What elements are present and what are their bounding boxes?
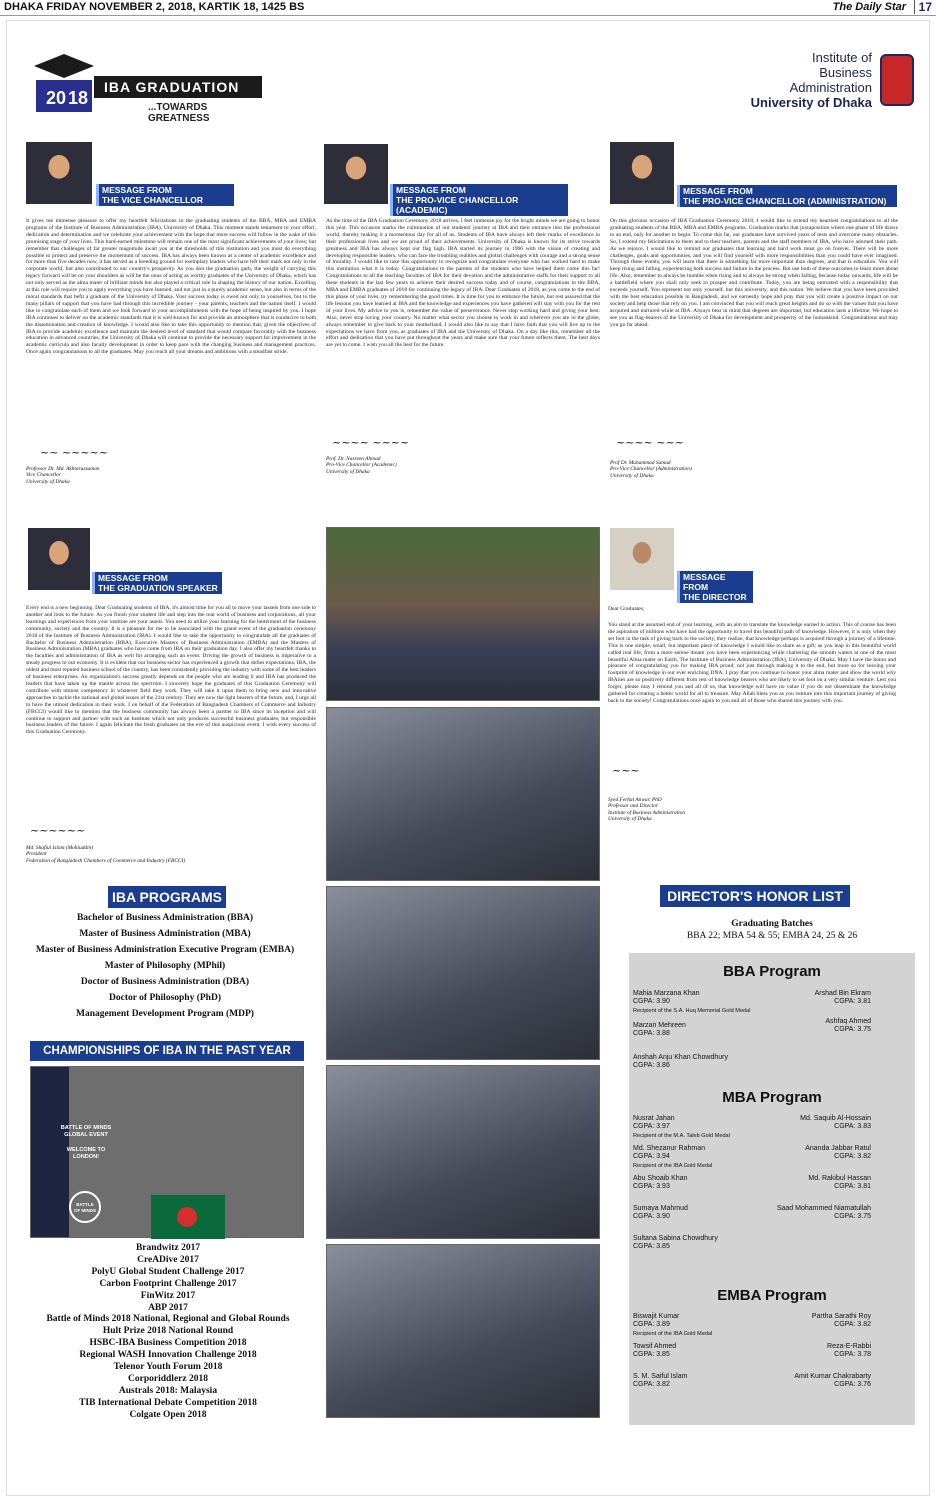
director-heading-line1: MESSAGE FROM <box>683 572 726 592</box>
masthead <box>0 0 936 16</box>
mba-honoree: Abu Shoaib Khan CGPA: 3.93 <box>633 1175 688 1191</box>
pvca-signature: ~~~~ ~~~~ <box>332 436 410 449</box>
pvcd-name: Prof Dr. Muhammad Samad <box>610 460 671 466</box>
university-seal-icon <box>880 54 914 106</box>
director-greeting: Dear Graduates, <box>608 606 645 612</box>
graduates-group-photo-3 <box>326 1065 600 1239</box>
pvca-heading-line2: THE PRO-VICE CHANCELLOR (ACADEMIC) <box>396 195 519 215</box>
vc-org: University of Dhaka <box>26 478 70 485</box>
vc-heading-line1: MESSAGE FROM <box>102 185 172 195</box>
mba-honoree: Md. Shezanur Rahman CGPA: 3.94 Recipient of the IBA Gold Medal <box>633 1145 713 1169</box>
director-heading-line2: THE DIRECTOR <box>683 592 747 602</box>
pvca-message: As the time of the IBA Graduation Ceremony 2018 arrives, I feel immense joy for the bright minds we are going to honor this year. This occasion marks the culmination of our students' journey at IBA and their entrance into the professional world, thereby making it a momentous day for all of us. Students of IBA have always left their marks of excellence in their professional lives and we are proud of their achievements. University of Dhaka is known for its strive towards greatness and IBA has always kept our flag high. IBA started its journey in 1966 with the vision of creating and developing responsible leaders, who can face the troubling realities and global challenges with courage and a strong sense of morality. I would like to take this opportunity to recognize and congratulate everyone who has worked hard to make this institution what it is today. Congratulations to the parents of the students who have helped them come this far! Congratulations to all the teaching faculties of IBA for their devotion and the administrative staffs for their support to all these students in the last few years to achieve their desired success today and of course, congratulations to the BBA, MBA and EMBA graduates of 2018 for continuing the legacy of IBA. Dear Graduates of 2018, as you come to the end of this phase of your lives, try remembering the good times. It is time for you to embrace the future, but rest assured that the life lessons you have learned at IBA and the knowledge and experiences you have gathered will stay with you for the rest of your lives. My advice to you is, remember the value of perseverance. Never stop working hard and giving your best. Also, never stop loving your country. No matter what sector you choose to work in and wherever you are in the globe, always remember to give back to your motherland. I would also like to say that I have faith that you will live up to the expectations we have from you, as graduates of IBA and the University of Dhaka. On a day like this, remember all the effort and dedication that you have put throughout the years and make sure that your future reflects them. The best days are yet to come. I wish you all the best for the future. <box>326 218 600 349</box>
vc-portrait <box>26 142 92 204</box>
championship-item: Australs 2018: Malaysia <box>118 1385 218 1396</box>
director-signoff <box>608 797 808 823</box>
emba-heading: EMBA Program <box>717 1287 827 1304</box>
pvcd-message: On this glorious occasion of IBA Graduation Ceremony 2018, I would like to extend my heartiest congratulations to all the graduating students of the BBA, MBA and EMBA programs. Graduation marks that juxtaposition where one phase of life draws to an end, only for another to begin. To come this far, our graduates have survived years of tests and overcome many obstacles. So, I extend my felicitations to them and to their teachers, parents and the staff members of IBA, who have adorned their path. As we rejoice, I would like to remind our graduates that learning and hard work must go on forever. There will be more challenges, goals and opportunities, and you will find yourself with more responsibilities than you could have ever imagined. Through these events, you will learn that there is something far more important than degrees, and that is education. You will keep rising and falling, experiencing both success and failure in the process. But use both of these outcomes to learn more about life. Also, remember to always be humble when rising and to always be strong when falling, because today onwards, life will be a battlefield where you shall only seek to prosper and contribute. Today, you are being entrusted with a responsibility that exceeds yourself. You represent not only yourself, but this university, and this nation. We believe that you have been provided with the best education possible in Bangladesh, and we earnestly hope and pray that you will create a positive impact on our society and help those that rely on you. I am convinced that you will reach great heights and do so with the values that you have acquired and nurtured while at IBA. Always bear in mind that degrees are important, but education lasts a lifetime. We hope to see you as flag-bearers of the University of Dhaka for development and prosperity of the humankind. Congratulations and may you go far ahead. <box>610 218 898 328</box>
director-university: University of Dhaka <box>608 816 652 823</box>
director-signature: ~~~ <box>612 764 640 777</box>
bba-honoree: Ashfaq Ahmed CGPA: 3.75 <box>825 1018 871 1034</box>
pvcd-title: Pro-Vice Chancellor (Administration) <box>610 466 692 473</box>
banner-line-1: BATTLE OF MINDS <box>60 1125 112 1131</box>
program-item: Doctor of Business Administration (DBA) <box>80 977 250 987</box>
program-item: Master of Philosophy (MPhil) <box>104 961 226 971</box>
program-item: Management Development Program (MDP) <box>76 1009 254 1019</box>
championship-item: Hult Prize 2018 National Round <box>102 1326 234 1337</box>
championship-item: Battle of Minds 2018 National, Regional and Global Rounds <box>46 1314 290 1325</box>
honor-list-panel <box>629 953 915 1425</box>
graduation-tagline: ...TOWARDS GREATNESS <box>148 102 210 124</box>
mba-heading: MBA Program <box>722 1089 822 1106</box>
institute-line-1: Institute of <box>812 50 872 65</box>
speaker-heading <box>92 572 222 594</box>
speaker-heading-line2: THE GRADUATION SPEAKER <box>98 583 218 593</box>
championship-item: Colgate Open 2018 <box>129 1409 207 1420</box>
championships-list <box>20 1243 316 1422</box>
pvca-org: University of Dhaka <box>326 468 370 475</box>
emba-honoree: Towsif Ahmed CGPA: 3.85 <box>633 1343 677 1359</box>
speaker-message: Every end is a new beginning. Dear Graduating students of IBA, it's almost time for you all to move your tassels from one side to another and look to the future. As you finish your student life and step into the real world of business and corporations, all your learnings and experiences from your institute are your assets. You need to utilize your learning for the betterment of the business community, society and the country. It is a pleasure for me to be associated with the grand event of the graduation ceremony 2018 of the Institute of Business Administration (IBA). I would like to take the opportunity to congratulate all the graduates of Bachelor of Business Administration (BBA), Executive Masters of Business Administration (EMBA) and the Masters of Business Administration (MBA) graduates who have come from IBA on their graduation day. I also offer my heartfelt thanks to the faculties and administration of IBA as well for arranging such an event. Driving the growth of business is imperative to a steady progress to our economy. It is evident that our business sector has experienced a growth that defies expectations. IBA, the oldest and most reputed business school of the country, has been consistently providing the industry with some of the best leaders of business enterprises. An organization's success greatly depends on the people who are leading it and IBA has produced the leaders that have taken up the mantle across the spectrum. I sincerely hope the graduates of this Graduation Ceremony will contribute with utmost competency in whatever field they work. They will take it upon them to bring new and innovative approaches to tackle the national and global issues of the 21st century. They are now the light bearers of the future, and, I urge all to have the utmost dedication in their work. I on behalf of the Federation of Bangladesh Chambers of Commerce and Industry (FBCCI) would like to mention that the business community has always been a partner to IBA since its inception and will continue to support and partner with such an Institute which not only produces successful business graduates, but responsible business leaders of the future. I again felicitate the fresh graduates on the eve of this auspicious event. I wish every success of this Graduation Ceremony. <box>26 605 316 736</box>
pvca-portrait <box>324 144 388 204</box>
championship-item: Brandwitz 2017 <box>135 1243 201 1253</box>
university-name: University of Dhaka <box>750 95 872 110</box>
emba-honoree: Amit Kumar Chakrabarty CGPA: 3.76 <box>794 1373 871 1389</box>
banner-line-3: WELCOME TO <box>66 1147 106 1153</box>
banner-line-4: LONDON! <box>72 1154 100 1160</box>
logo-year-left: 20 <box>46 88 67 108</box>
newspaper-name: The Daily Star <box>832 1 906 13</box>
badge-line-1: BATTLE <box>76 1202 94 1207</box>
program-item: Master of Business Administration (MBA) <box>79 929 251 939</box>
emba-honoree: Partha Sarathi Roy CGPA: 3.82 <box>811 1313 871 1329</box>
mba-honoree: Saad Mohammed Niamatullah CGPA: 3.75 <box>776 1205 871 1221</box>
pvcd-heading <box>677 185 897 207</box>
speaker-heading-line1: MESSAGE FROM <box>98 573 168 583</box>
speaker-signoff <box>26 845 286 864</box>
graduates-group-photo-1 <box>326 707 600 881</box>
batches-label: Graduating Batches <box>731 919 813 929</box>
vc-heading-line2: THE VICE CHANCELLOR <box>102 195 204 205</box>
masthead-date: DHAKA FRIDAY NOVEMBER 2, 2018, KARTIK 18, 1425 BS <box>4 1 305 13</box>
director-heading <box>677 571 753 603</box>
institute-line-3: Administration <box>789 80 872 95</box>
vc-title: Vice Chancellor <box>26 472 61 479</box>
director-portrait <box>610 528 674 590</box>
speaker-title: President <box>26 851 47 858</box>
page-number: 17 <box>914 0 932 14</box>
battle-of-minds-badge-icon <box>69 1191 101 1223</box>
batches-list: BBA 22; MBA 54 & 55; EMBA 24, 25 & 26 <box>686 931 858 941</box>
graduation-cap-icon <box>32 50 96 114</box>
pvca-heading-line1: MESSAGE FROM <box>396 185 466 195</box>
mba-honoree: Md. Saquib Al-Hossain CGPA: 3.83 <box>800 1115 871 1131</box>
pvcd-signature: ~~~~ ~~~ <box>616 436 685 449</box>
bba-heading: BBA Program <box>723 963 821 980</box>
speaker-org: Federation of Bangladesh Chambers of Commerce and Industry (FBCCI) <box>26 857 186 864</box>
championship-item: Telenor Youth Forum 2018 <box>113 1362 223 1373</box>
honor-list-title: DIRECTOR'S HONOR LIST <box>660 885 850 907</box>
graduates-group-photo-4 <box>326 1244 600 1418</box>
championship-item: PolyU Global Student Challenge 2017 <box>91 1266 245 1277</box>
program-item: Doctor of Philosophy (PhD) <box>109 993 221 1003</box>
program-item: Master of Business Administration Executive Program (EMBA) <box>35 945 295 955</box>
graduation-title: IBA GRADUATION <box>94 76 262 98</box>
mba-honoree: Ananda Jabbar Ratul CGPA: 3.82 <box>805 1145 871 1161</box>
bba-honoree: Arshad Bin Ekram CGPA: 3.81 <box>814 990 871 1006</box>
vc-message: It gives me immense pleasure to offer my heartfelt felicitations to the graduating students of the BBA, MBA and EMBA programs of the Institute of Business Administration (IBA), University of Dhaka. This moment stands testament to your effort, dedication and determination and we celebrate your achievement with the hope that more success will follow in the wake of this promising stage of your lives. This hard-earned milestone will remain one of the most significant achievements of your lives; but remember that challenges of far greater magnitude await you at the thresholds of this institution and you must do everything possible to protect and preserve the momentum of success. IBA has always been known as a center of academic excellence and for more than five decades now, it has served as a breeding ground for exemplary leaders who have left their mark not only in the corporate world, but also contributed to our country's prosperity. As you don the graduation garb, the weight of carrying this legacy forward will be on your shoulders as will be the onus of acting as worthy graduates of the University of Dhaka, which has not only served as the alma mater of brilliant minds but also played a critical role in shaping the history of our nation. Excelling at this role will require you to apply everything you have learned, and not just in a purely academic sense, but also in terms of the moral standards that befit a graduate of the University of Dhaka. Your success today is owed not only to yourselves, but to the many pillars of support that you have had through this incredible journey - your parents, teachers and the nation itself. I would like to congratulate each of them and we look forward to your accomplishments with the hope of being inspired by you. I hope IBA continues to deliver on the academic standards that it is well-known for and provide an atmosphere that is conducive to both the dissemination and creation of knowledge. I would also like to take this opportunity to mention that, given the objectives of IBA to provide academic excellence and maintain the desired level of standard that would compare favorably with the business education in advanced countries, the University of Dhaka will continue to provide the necessary support for improvement in the academic curricula and also faculty development in order to keep pace with the changing business and management practices. Once again congratulations to all the graduates. May you reach all your dreams and ambitions with a steadfast stride. <box>26 218 316 356</box>
speaker-portrait <box>28 528 90 590</box>
vc-name: Professor Dr. Md. Akhtaruzzaman <box>26 466 100 472</box>
faculty-group-photo <box>326 527 600 701</box>
championship-item: HSBC-IBA Business Competition 2018 <box>89 1338 247 1349</box>
honor-list-batches <box>629 918 915 942</box>
vc-heading <box>96 184 234 206</box>
emba-honoree: Biswajit Kumar CGPA: 3.89 Recipient of the IBA Gold Medal <box>633 1313 713 1337</box>
championship-photo <box>30 1066 304 1238</box>
logo-year-right: 18 <box>68 88 89 108</box>
mba-honoree: Sultana Sabina Chowdhury CGPA: 3.85 <box>633 1235 718 1251</box>
mba-honoree: Nusrat Jahan CGPA: 3.97 Recipient of the M.A. Taleb Gold Medal <box>633 1115 730 1139</box>
programs-list <box>20 910 310 1022</box>
banner-text <box>53 1125 119 1161</box>
vc-signoff <box>26 466 226 485</box>
mba-honoree: Md. Rakibul Hassan CGPA: 3.81 <box>808 1175 871 1191</box>
championship-item: TIB International Debate Competition 2018 <box>79 1397 257 1408</box>
bba-honoree: Marzan Mehreen CGPA: 3.88 <box>633 1022 686 1038</box>
director-message: You stand at the assumed end of your learning, with an aim to translate the knowledge earned to action. This of course has been the aspiration of millions who have had the opportunity to travel this beautiful path of knowledge. However, it is only when they set foot in the task of giving back to the society, they realize, that knowledge perhaps is acquired through a journey of a lifetime. This is one simple, small, but important piece of knowledge I would like to share as a gift; as you leap in this beautiful world called real life, from a more serene dream you have been experiencing while chartering the smooth waters at one of the most beautiful Alma mater on Earth, The Institute of Business Administration (IBA), University of Dhaka. May I have the honor and pleasure of congratulating you for making IBA proud; not just through making it to the end, but more so for leaving your footprint of knowledge in our ever enriching DNA. I pray that you continue to honor your alma mater and show the world why IBAites are so positively different from rest of knowledge bearers who are likely to set foot on a very similar venture. Lest you forget, please may I remind you and all of us, that knowledge will have no value if you do not disseminate the knowledge gathered for creating a better world for all to treasure. May Allah bless you as you venture into this important journey of giving back to the society! Congratulations once again to you and all of those who shared this journey with you. <box>608 622 896 704</box>
badge-line-2: OF MINDS <box>74 1208 96 1213</box>
pvcd-org: University of Dhaka <box>610 472 654 479</box>
vc-signature: ~~ ~~~~~ <box>40 446 109 459</box>
bangladesh-flag-icon <box>151 1195 225 1239</box>
institute-line-2: Business <box>819 65 872 80</box>
bba-honoree: Mahia Marzana Khan CGPA: 3.90 Recipient of the S.A. Huq Memorial Gold Medal <box>633 990 751 1014</box>
pvcd-signoff <box>610 460 810 479</box>
pvcd-heading-line2: THE PRO-VICE CHANCELLOR (ADMINISTRATION) <box>683 196 887 206</box>
pvca-signoff <box>326 456 526 475</box>
speaker-signature: ~~~~~~ <box>30 824 86 837</box>
programs-title: IBA PROGRAMS <box>108 886 226 908</box>
bba-honoree: Anshah Anju Khan Chowdhury CGPA: 3.86 <box>633 1054 728 1070</box>
emba-honoree: Reza-E-Rabbi CGPA: 3.78 <box>827 1343 871 1359</box>
pvca-name: Prof. Dr. Nasreen Ahmad <box>326 456 381 462</box>
championship-item: Regional WASH Innovation Challenge 2018 <box>79 1350 257 1361</box>
pvca-title: Pro-Vice Chancellor (Academic) <box>326 462 397 469</box>
championship-item: FinWitz 2017 <box>140 1290 196 1301</box>
director-name: Syed Ferhat Anwar, PhD <box>608 797 662 803</box>
mba-honoree: Sumaya Mahmud CGPA: 3.90 <box>633 1205 688 1221</box>
banner-line-2: GLOBAL EVENT <box>64 1132 108 1138</box>
pvca-heading <box>390 184 568 216</box>
iba-graduation-logo <box>28 46 268 124</box>
speaker-name: Md. Shafiul Islam (Mohiuddin) <box>26 845 94 851</box>
director-org: Institute of Business Administration <box>608 809 686 816</box>
director-title: Professor and Director <box>608 803 658 810</box>
championships-title: CHAMPIONSHIPS OF IBA IN THE PAST YEAR <box>30 1041 304 1061</box>
championship-item: CreADive 2017 <box>137 1254 199 1265</box>
graduates-group-photo-2 <box>326 886 600 1060</box>
pvcd-portrait <box>610 142 674 204</box>
championship-item: Corporiddlerz 2018 <box>128 1373 208 1384</box>
championship-item: Carbon Footprint Challenge 2017 <box>99 1278 237 1289</box>
championship-item: ABP 2017 <box>148 1302 188 1313</box>
program-item: Bachelor of Business Administration (BBA) <box>76 913 254 923</box>
pvcd-heading-line1: MESSAGE FROM <box>683 186 753 196</box>
emba-honoree: S. M. Saiful Islam CGPA: 3.82 <box>633 1373 688 1389</box>
